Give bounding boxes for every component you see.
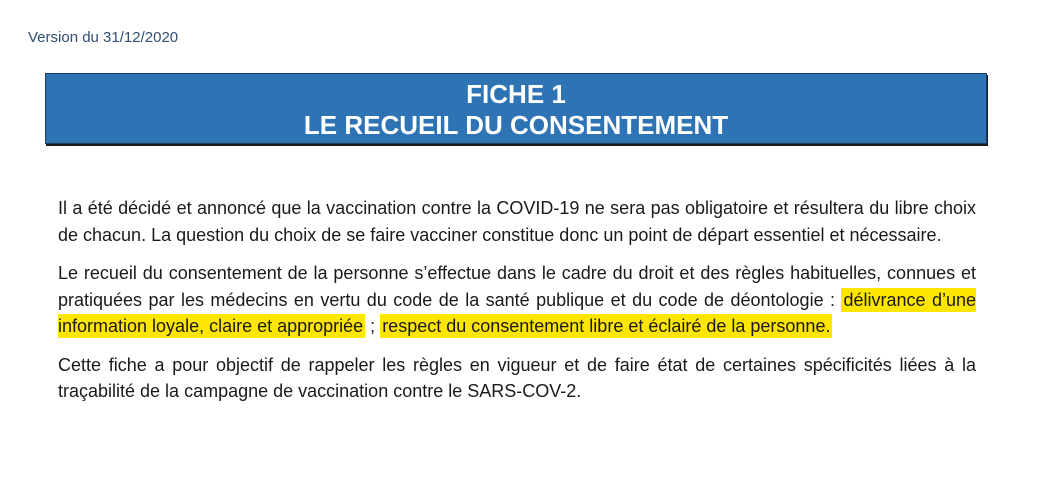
document-body [58, 195, 976, 417]
version-date: Version du 31/12/2020 [28, 29, 179, 46]
paragraph-2-separator: ; [365, 316, 381, 336]
paragraph-2-intro: Le recueil du consentement de la personne s’effectue dans le cadre du droit et des règles habituelles, connues et pratiquées par les médecins en vertu du code de la santé publique et du code de déontologie : [58, 263, 976, 310]
highlight-information: délivrance d’une information loyale, claire et appropriée [58, 289, 976, 336]
highlight-consent: respect du consentement libre et éclairé de la personne. [382, 316, 831, 336]
banner-title-line1: FICHE 1 [466, 79, 566, 109]
banner-title-line2: LE RECUEIL DU CONSENTEMENT [303, 110, 729, 140]
paragraph-1: Il a été décidé et annoncé que la vaccination contre la COVID-19 ne sera pas obligatoire et résultera du libre choix de chacun. La question du choix de se faire vacciner constitue donc un point de départ essentiel et nécessaire. [58, 198, 976, 245]
title-banner [45, 73, 987, 144]
paragraph-2 [58, 260, 976, 340]
paragraph-3: Cette fiche a pour objectif de rappeler les règles en vigueur et de faire état de certaines spécificités liées à la traçabilité de la campagne de vaccination contre le SARS-COV-2. [58, 354, 976, 401]
